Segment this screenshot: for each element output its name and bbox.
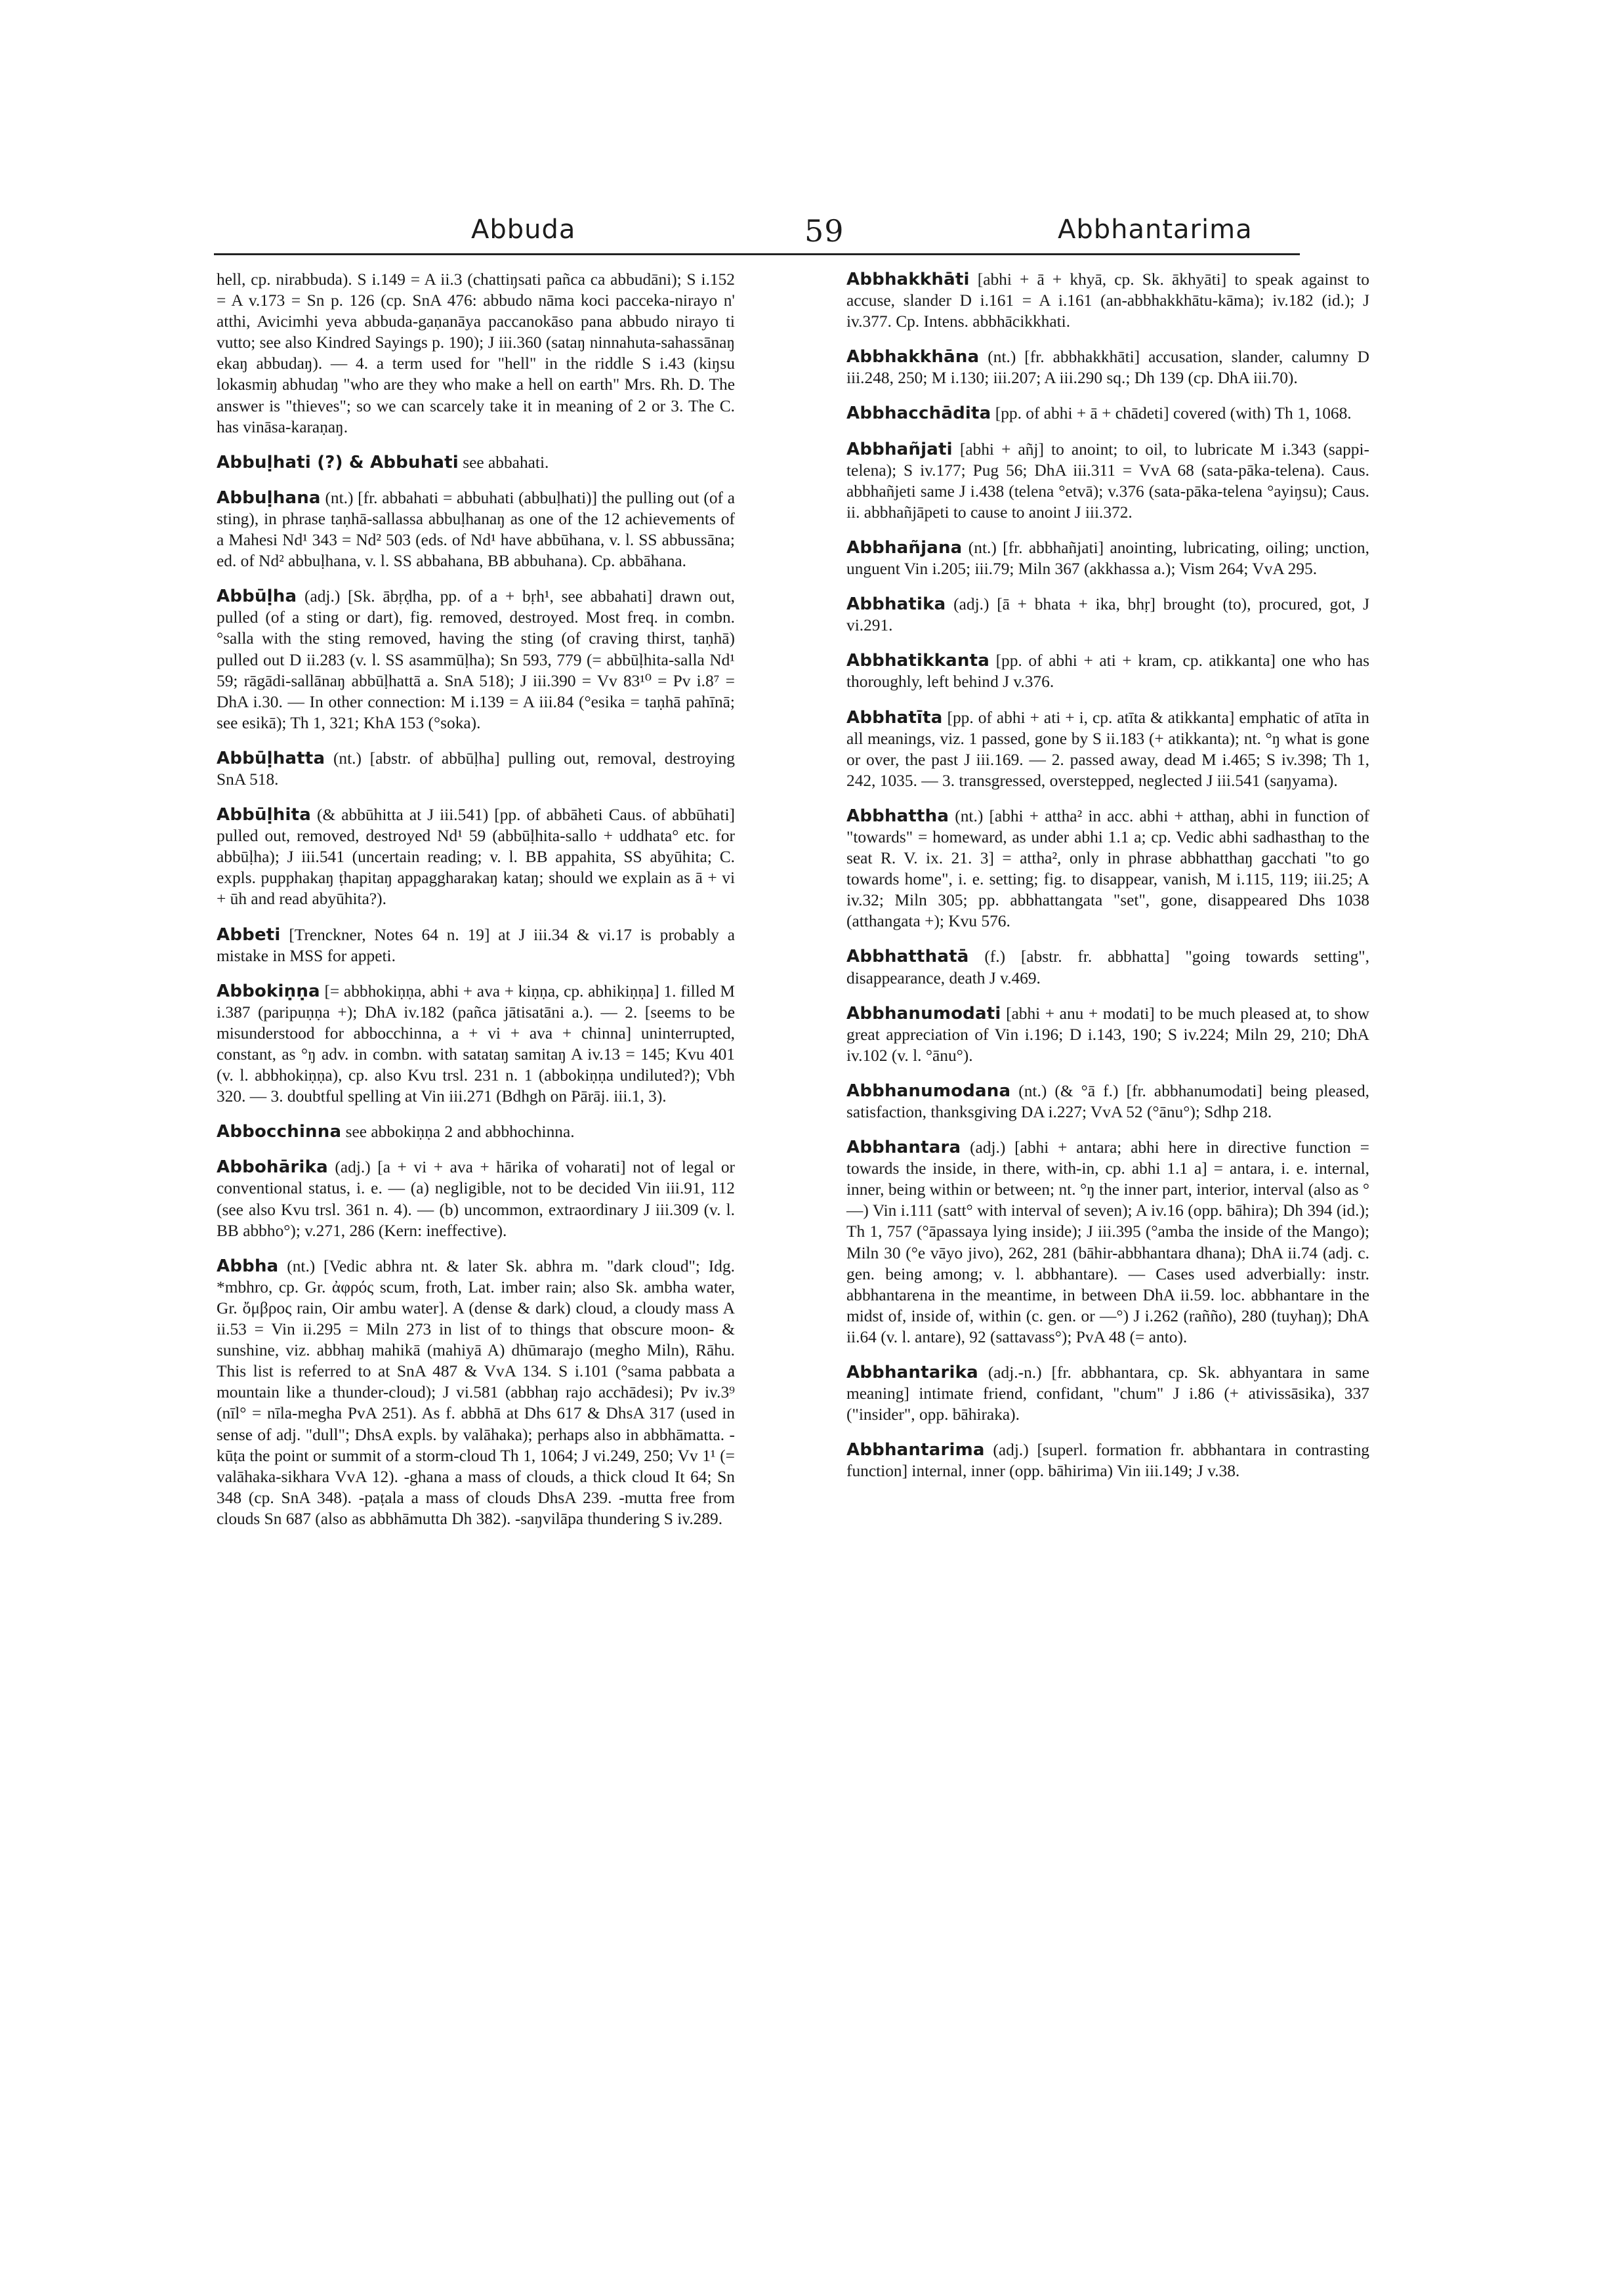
entry-headword: Abbhañjati bbox=[846, 439, 953, 459]
dictionary-entry bbox=[217, 804, 735, 909]
entry-text: see abbahati. bbox=[463, 453, 549, 472]
dictionary-entry bbox=[217, 269, 735, 438]
dictionary-entry bbox=[217, 586, 735, 734]
entry-headword: Abbhatika bbox=[846, 594, 946, 615]
entry-text: see abbokiṇṇa 2 and abbhochinna. bbox=[345, 1123, 575, 1142]
running-head-right: Abbhantarima bbox=[1058, 215, 1253, 245]
entry-headword: Abbūḷha bbox=[217, 587, 297, 607]
running-head-left: Abbuda bbox=[471, 215, 576, 245]
dictionary-entry bbox=[846, 269, 1369, 332]
dictionary-entry bbox=[217, 981, 735, 1107]
entry-text: [pp. of abhi + ati + kram, cp. atikkanta] one who has thoroughly, left behind J v.376. bbox=[846, 651, 1369, 692]
dictionary-entry bbox=[846, 594, 1369, 636]
entry-text: [Trenckner, Notes 64 n. 19] at J iii.34 & vi.17 is probably a mistake in MSS for appeti. bbox=[217, 925, 735, 965]
entry-headword: Abbuḷhati (?) & Abbuhati bbox=[217, 452, 459, 472]
entry-text: [= abbhokiṇṇa, abhi + ava + kiṇṇa, cp. abhikiṇṇa] 1. filled M i.387 (paripuṇṇa +); DhA iv.182 (pañca jātisatāni a.). — 2. [seems to be misunderstood for abbocchinna, a + vi + ava + chinna] uninterrupted, constant, as °ŋ adv. in combn. with satataŋ samitaŋ A iv.13 = 145; Kvu 401 (v. l. abbhokiṇṇa), cp. also Kvu trsl. 231 n. 1 (abbokiṇṇa undiluted?); Vbh 320. — 3. doubtful spelling at Vin iii.271 (Bdhgh on Pārāj. iii.1, 3). bbox=[217, 982, 735, 1106]
dictionary-entry bbox=[217, 924, 735, 966]
dictionary-entry bbox=[217, 1157, 735, 1241]
dictionary-entry bbox=[846, 707, 1369, 791]
entry-headword: Abbūḷhatta bbox=[217, 748, 325, 768]
entry-text: [pp. of abhi + ati + i, cp. atīta & atikkanta] emphatic of atīta in all meanings, viz. 1 passed, gone by S ii.183 (+ atikkanta); nt. °ŋ what is gone or over, the past J iii.169. — 2. passed away, dead M i.465; S iv.398; Th 1, 242, 1035. — 3. transgressed, overstepped, neglected J iii.541 (saŋyama). bbox=[846, 708, 1369, 790]
entry-text: [pp. of abhi + ā + chādeti] covered (with) Th 1, 1068. bbox=[995, 404, 1352, 423]
entry-text: (adj.) [a + vi + ava + hārika of voharati] not of legal or conventional status, i. e. — (a) negligible, not to be decided Vin iii.91, 112 (see also Kvu trsl. 361 n. 4). — (b) uncommon, extraordinary J iii.309 (v. l. BB abbho°); v.271, 286 (Kern: ineffective). bbox=[217, 1158, 735, 1240]
entry-text: (nt.) [Vedic abhra nt. & later Sk. abhra m. "dark cloud"; Idg. *mbhro, cp. Gr. ἀφρός scum, froth, Lat. imber rain; also Sk. ambha water, Gr. ὄμβρος rain, Oir ambu water]. A (dense & dark) cloud, a cloudy mass A ii.53 = Vin ii.295 = Miln 273 in list of to things that obscure moon- & sunshine, viz. abbhaŋ mahikā (mahiyā A) dhūmarajo (megho Miln), Rāhu. This list is referred to at SnA 487 & VvA 134. S i.101 (°sama pabbata a mountain like a thunder-cloud); J vi.581 (abbhaŋ rajo acchādesi); Pv iv.3⁹ (nīl° = nīla-megha PvA 251). As f. abbhā at Dhs 617 & DhsA 317 (used in sense of adj. "dull"; DhsA expls. by valāhaka); perhaps also in abbhāmatta. -kūṭa the point or summit of a storm-cloud Th 1, 1064; J vi.249, 250; Vv 1¹ (= valāhaka-sikhara VvA 12). -ghana a mass of clouds, a thick cloud It 64; Sn 348 (cp. SnA 348). -paṭala a mass of clouds DhsA 239. -mutta free from clouds Sn 687 (also as abbhāmutta Dh 382). -saŋvilāpa thundering S iv.289. bbox=[217, 1256, 735, 1528]
dictionary-entry bbox=[217, 1121, 735, 1142]
entry-headword: Abbhanumodana bbox=[846, 1081, 1011, 1101]
entry-text: (adj.) [Sk. ābṛḍha, pp. of a + bṛh¹, see abbahati] drawn out, pulled (of a sting or dart), fig. removed, destroyed. Most freq. in combn. °salla with the sting removed, having the sting (of craving thirst, taṇhā) pulled out D ii.283 (v. l. SS asammūḷha); Sn 593, 779 (= abbūḷhita-salla Nd¹ 59; rāgādi-sallānaŋ abbūḷhattā a. SnA 518); J iii.390 = Vv 83¹⁰ = Pv i.8⁷ = DhA i.30. — In other connection: M i.139 = A iii.84 (°esika = taṇhā pahīnā; see esikā); Th 1, 321; KhA 153 (°soka). bbox=[217, 587, 735, 732]
entry-text: (nt.) [fr. abbhañjati] anointing, lubricating, oiling; unction, unguent Vin i.205; iii.79; Miln 367 (akkhassa a.); Vism 264; VvA 295. bbox=[846, 538, 1369, 579]
entry-headword: Abbhantara bbox=[846, 1138, 961, 1158]
entry-text: (adj.) [ā + bhata + ika, bhṛ] brought (to), procured, got, J vi.291. bbox=[846, 595, 1369, 635]
entry-headword: Abbhatikkanta bbox=[846, 651, 989, 671]
entry-headword: Abbhacchādita bbox=[846, 403, 991, 424]
entry-text: (nt.) [fr. abbahati = abbuhati (abbuḷhati)] the pulling out (of a sting), in phrase taṇhā-sallassa abbuḷhanaŋ as one of the 12 achievements of a Mahesi Nd¹ 343 = Nd² 503 (eds. of Nd¹ have abbūhana, v. l. SS abbussāna; ed. of Nd² abbuḷhana, v. l. SS abbahana, BB abbuhana). Cp. abbāhana. bbox=[217, 488, 735, 571]
entry-headword: Abbuḷhana bbox=[217, 487, 321, 508]
entry-text: (nt.) (& °ā f.) [fr. abbhanumodati] being pleased, satisfaction, thanksgiving DA i.227; VvA 52 (°ānu°); Sdhp 218. bbox=[846, 1081, 1369, 1121]
dictionary-entry bbox=[846, 346, 1369, 388]
header-rule bbox=[214, 253, 1300, 255]
right-column bbox=[846, 269, 1369, 1497]
dictionary-entry bbox=[217, 748, 735, 790]
entry-headword: Abbocchinna bbox=[217, 1122, 342, 1142]
entry-text: (f.) [abstr. fr. abbhatta] "going towards setting", disappearance, death J v.469. bbox=[846, 947, 1369, 987]
entry-text: (nt.) [abhi + attha² in acc. abhi + atthaŋ, abhi in function of "towards" = homeward, as under abhi 1.1 a; cp. Vedic abhi sadhasthaŋ to the seat R. V. ix. 21. 3] = attha², only in phrase abbhatthaŋ gacchati "to go towards home", i. e. setting; fig. to disappear, vanish, M i.115, 119; iii.25; A iv.32; Miln 305; pp. abbhattangata "set", gone, disappeared Dhs 1038 (atthangata +); Kvu 576. bbox=[846, 806, 1369, 931]
entry-headword: Abbhanumodati bbox=[846, 1003, 1001, 1023]
entry-headword: Abbhakkhāti bbox=[846, 270, 970, 289]
page-number: 59 bbox=[804, 213, 844, 249]
entry-headword: Abbūḷhita bbox=[217, 805, 311, 825]
entry-text: [abhi + anu + modati] to be much pleased at, to show great appreciation of Vin i.196; D i.143, 190; S iv.224; Miln 29, 210; DhA iv.102 (v. l. °ānu°). bbox=[846, 1004, 1369, 1065]
entry-text: hell, cp. nirabbuda). S i.149 = A ii.3 (chattiŋsati pañca ca abbudāni); S i.152 = A v.173 = Sn p. 126 (cp. SnA 476: abbudo nāma koci pacceka-nirayo n' atthi, Avicimhi yeva abbuda-gaṇanāya paccanokāso pana abbudo nirayo ti vutto; see also Kindred Sayings p. 190); J iii.360 (sataŋ ninnahuta-sahassānaŋ ekaŋ abbudaŋ). — 4. a term used for "hell" in the riddle S i.43 (kiŋsu lokasmiŋ abhudaŋ "who are they who make a hell on earth" Mrs. Rh. D. The answer is "thieves"; so we can scarcely take it in meaning of 2 or 3. The C. has vināsa-karaṇaŋ. bbox=[217, 270, 735, 436]
entry-text: (nt.) [abstr. of abbūḷha] pulling out, removal, destroying SnA 518. bbox=[217, 749, 735, 789]
dictionary-entry bbox=[846, 1003, 1369, 1066]
dictionary-entry bbox=[217, 487, 735, 571]
dictionary-entry bbox=[217, 1256, 735, 1529]
dictionary-entry bbox=[846, 439, 1369, 523]
dictionary-entry bbox=[846, 806, 1369, 932]
dictionary-entry bbox=[846, 650, 1369, 692]
dictionary-entry bbox=[846, 946, 1369, 988]
entry-headword: Abbhatīta bbox=[846, 707, 943, 728]
entry-headword: Abbhañjana bbox=[846, 537, 963, 558]
entry-headword: Abbhatthatā bbox=[846, 947, 969, 967]
dictionary-entry bbox=[846, 1081, 1369, 1123]
dictionary-entry bbox=[846, 1439, 1369, 1481]
dictionary-entry bbox=[846, 1137, 1369, 1348]
entry-headword: Abbokiṇṇa bbox=[217, 981, 320, 1001]
dictionary-entry bbox=[217, 452, 735, 473]
entry-text: (nt.) [fr. abbhakkhāti] accusation, slander, calumny D iii.248, 250; M i.130; iii.207; A iii.290 sq.; Dh 139 (cp. DhA iii.70). bbox=[846, 348, 1369, 388]
entry-headword: Abbhantarika bbox=[846, 1363, 978, 1383]
entry-text: [abhi + ā + khyā, cp. Sk. ākhyāti] to speak against to accuse, slander D i.161 = A i.161 (an-abbhakkhātu-kāma); iv.182 (id.); J iv.377. Cp. Intens. abbhācikkhati. bbox=[846, 270, 1369, 331]
entry-text: (adj.-n.) [fr. abbhantara, cp. Sk. abhyantara in same meaning] intimate friend, confidant, "chum" J i.86 (+ ativissāsika), 337 ("insider", opp. bāhiraka). bbox=[846, 1363, 1369, 1424]
entry-text: (& abbūhitta at J iii.541) [pp. of abbāheti Caus. of abbūhati] pulled out, removed, destroyed Nd¹ 59 (abbūḷhita-sallo + uddhata° etc. for abbūḷha); J iii.541 (uncertain reading; v. l. BB appahita, SS abyūhita; C. expls. pupphakaŋ ṭhapitaŋ appaggharakaŋ kataŋ; should we explain as ā + vi + ūh and read abyūhita?). bbox=[217, 806, 735, 909]
dictionary-entry bbox=[846, 1362, 1369, 1425]
entry-headword: Abbha bbox=[217, 1256, 279, 1276]
entry-headword: Abbhattha bbox=[846, 806, 949, 826]
entry-text: [abhi + añj] to anoint; to oil, to lubricate M i.343 (sappi-telena); S iv.177; Pug 56; DhA iii.311 = VvA 68 (sata-pāka-telena). Caus. abbhañjeti same J i.438 (telena °etvā); v.376 (sata-pāka-telena °ayiŋsu); Caus. ii. abbhañjāpeti to cause to anoint J iii.372. bbox=[846, 440, 1369, 522]
dictionary-entry bbox=[846, 403, 1369, 424]
dictionary-entry bbox=[846, 537, 1369, 579]
entry-headword: Abbohārika bbox=[217, 1157, 328, 1178]
left-column bbox=[217, 269, 735, 1544]
entry-headword: Abbeti bbox=[217, 924, 281, 945]
entry-text: (adj.) [abhi + antara; abhi here in directive function = towards the inside, in there, with-in, cp. abhi 1.1 a] = antara, i. e. internal, inner, being within or between; nt. °ŋ the inner part, interior, interval (also as °—) Vin i.111 (satt° with interval of seven); A iv.16 (opp. bāhira); Dh 394 (id.); Th 1, 757 (°āpassaya lying inside); J iii.395 (°amba the inside of the Mango); Miln 30 (°e vāyo jivo), 262, 281 (bāhir-abbhantara dhana); DhA ii.74 (adj. c. gen. being among; v. l. abbhantare). — Cases used adverbially: instr. abbhantarena in the meantime, in between DhA ii.59. loc. abbhantare in the midst of, inside of, within (c. gen. or —°) J i.262 (rañño), 280 (tuyhaŋ); DhA ii.64 (v. l. antare), 92 (sattavass°); PvA 48 (= anto). bbox=[846, 1138, 1369, 1346]
entry-headword: Abbhakkhāna bbox=[846, 347, 980, 367]
entry-headword: Abbhantarima bbox=[846, 1440, 985, 1460]
entry-text: (adj.) [superl. formation fr. abbhantara in contrasting function] internal, inner (opp. bāhirima) Vin iii.149; J v.38. bbox=[846, 1441, 1369, 1481]
